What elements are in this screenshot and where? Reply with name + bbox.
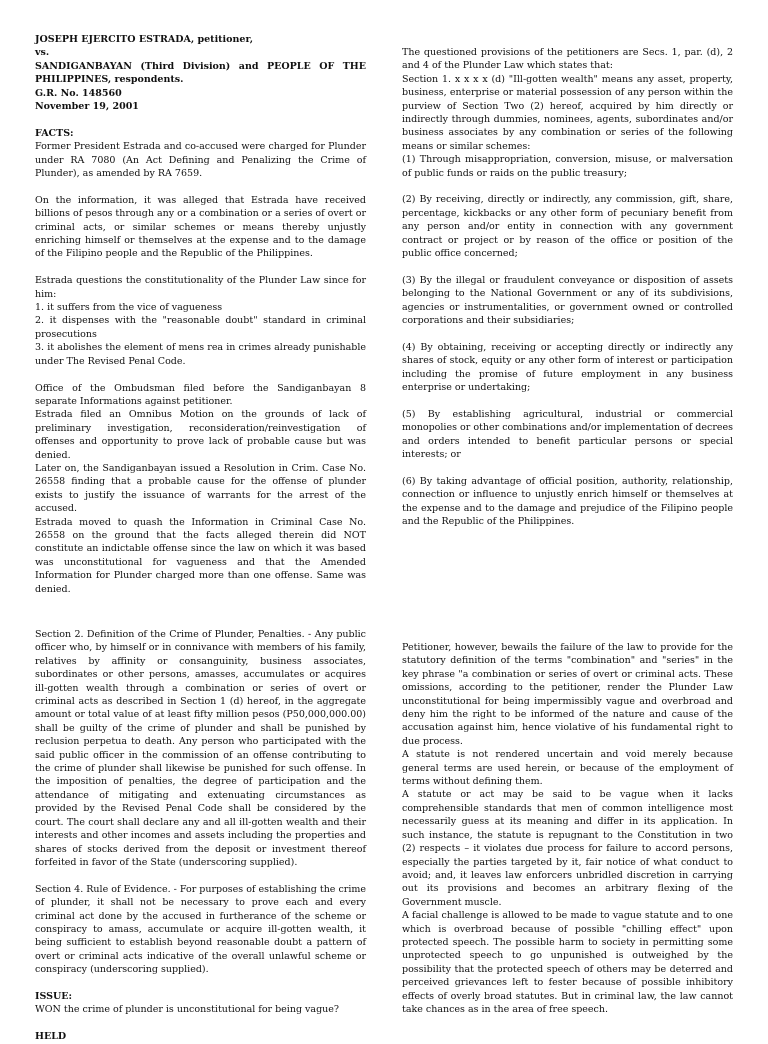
provisions-intro: The questioned provisions of the petitioners are Secs. 1, par. (d), 2 and 4 of the Plunder Law which states that: <box>402 47 733 72</box>
respondents-line: SANDIGANBAYAN (Third Division) and PEOPLE OF THE PHILIPPINES, respondents. <box>35 60 366 86</box>
challenge-item: 1. it suffers from the vice of vagueness <box>35 302 223 314</box>
provisions-column <box>402 46 733 529</box>
discussion-paragraph: Petitioner, however, bewails the failure of the law to provide for the statutory definition of the terms "combination" and "series" in the key phrase "a combination or series of overt or criminal acts. These omissions, according to the petitioner, render the Plunder Law unconstitutional for being impermissibly vague and overbroad and deny him the right to be informed of the nature and cause of the accusation against him, hence violative of his fundamental right to due process. <box>402 642 733 747</box>
sections-column <box>35 628 366 1044</box>
means-item: (6) By taking advantage of official position, authority, relationship, connection or influence to unjustly enrich himself or themselves at the expense and to the damage and prejudice of the Filipino people and the Republic of the Philippines. <box>402 475 733 528</box>
facts-paragraph: Later on, the Sandiganbayan issued a Resolution in Crim. Case No. 26558 finding that a probable cause for the offense of plunder exists to justify the issuance of warrants for the arrest of the accused. <box>35 462 366 515</box>
issue-heading: ISSUE: <box>35 990 72 1002</box>
section-1-text: Section 1. x x x x (d) "Ill-gotten wealth" means any asset, property, business, enterprise or material possession of any person within the purview of Section Two (2) hereof, acquired by him directly or indirectly through dummies, nominees, agents, subordinates and/or business associates by any combination or series of the following means or similar schemes: <box>402 73 733 152</box>
challenge-item: 2. it dispenses with the "reasonable doubt" standard in criminal prosecutions <box>35 315 366 340</box>
means-item: (1) Through misappropriation, conversion, misuse, or malversation of public funds or raids on the public treasury; <box>402 154 733 179</box>
facts-paragraph: On the information, it was alleged that Estrada have received billions of pesos through any or a combination or a series of overt or criminal acts, or similar schemes or means thereby unjustly enriching himself or themselves at the expense and to the damage of the Filipino people and the Republic of the Philippines. <box>35 194 366 260</box>
petitioner-line: JOSEPH EJERCITO ESTRADA, petitioner, <box>35 34 254 45</box>
held-heading: HELD <box>35 1031 67 1043</box>
means-item: (4) By obtaining, receiving or accepting directly or indirectly any shares of stock, equity or any other form of interest or participation including the promise of future employment in any business enterprise or undertaking; <box>402 341 733 394</box>
section-4-text: Section 4. Rule of Evidence. - For purposes of establishing the crime of plunder, it shall not be necessary to prove each and every criminal act done by the accused in furtherance of the scheme or conspiracy to amass, accumulate or acquire ill-gotten wealth, it being sufficient to establish beyond reasonable doubt a pattern of overt or criminal acts indicative of the overall unlawful scheme or conspiracy (underscoring supplied). <box>35 883 366 976</box>
gr-number: G.R. No. 148560 <box>35 87 122 99</box>
discussion-paragraph: A facial challenge is allowed to be made to vague statute and to one which is overbroad because of possible "chilling effect" upon protected speech. The possible harm to society in permitting some unprotected speech to go unpunished is outweighed by the possibility that the protected speech of others may be deterred and perceived grievances left to fester because of possible inhibitory effects of overly broad statutes. But in criminal law, the law cannot take chances as in the area of free speech. <box>402 910 733 1015</box>
discussion-column <box>402 641 733 1016</box>
decision-date: November 19, 2001 <box>35 101 139 113</box>
facts-heading: FACTS: <box>35 127 74 139</box>
facts-paragraph: Estrada filed an Omnibus Motion on the grounds of lack of preliminary investigation, reconsideration/reinvestigation of offenses and opportunity to prove lack of probable cause but was denied. <box>35 409 366 461</box>
case-facts-column <box>35 33 366 596</box>
issue-text: WON the crime of plunder is unconstitutional for being vague? <box>35 1004 340 1016</box>
challenge-item: 3. it abolishes the element of mens rea in crimes already punishable under The Revised Penal Code. <box>35 342 366 367</box>
facts-paragraph: Estrada questions the constitutionality of the Plunder Law since for him: <box>35 275 366 300</box>
section-2-text: Section 2. Definition of the Crime of Plunder, Penalties. - Any public officer who, by himself or in connivance with members of his family, relatives by affinity or consanguinity, business associates, subordinates or other persons, amasses, accumulates or acquires ill-gotten wealth through a combination or series of overt or criminal acts as described in Section 1 (d) hereof, in the aggregate amount or total value of at least fifty million pesos (P50,000,000.00) shall be guilty of the crime of plunder and shall be punished by reclusion perpetua to death. Any person who participated with the said public officer in the commission of an offense contributing to the crime of plunder shall likewise be punished for such offense. In the imposition of penalties, the degree of participation and the attendance of mitigating and extenuating circumstances as provided by the Revised Penal Code shall be considered by the court. The court shall declare any and all ill-gotten wealth and their interests and other incomes and assets including the properties and shares of stocks derived from the deposit or investment thereof forfeited in favor of the State (underscoring supplied). <box>35 629 366 868</box>
discussion-paragraph: A statute is not rendered uncertain and void merely because general terms are used herein, or because of the employment of terms without defining them. <box>402 749 733 788</box>
facts-paragraph: Former President Estrada and co-accused were charged for Plunder under RA 7080 (An Act Defining and Penalizing the Crime of Plunder), as amended by RA 7659. <box>35 141 366 180</box>
facts-paragraph: Estrada moved to quash the Information in Criminal Case No. 26558 on the ground that the facts alleged therein did NOT constitute an indictable offense since the law on which it was based was unconstitutional for vagueness and that the Amended Information for Plunder charged more than one offense. Same was denied. <box>35 516 366 595</box>
means-item: (5) By establishing agricultural, industrial or commercial monopolies or other combinations and/or implementation of decrees and orders intended to benefit particular persons or special interests; or <box>402 408 733 461</box>
facts-paragraph: Office of the Ombudsman filed before the Sandiganbayan 8 separate Informations against petitioner. <box>35 382 366 407</box>
means-item: (2) By receiving, directly or indirectly, any commission, gift, share, percentage, kickbacks or any other form of pecuniary benefit from any person and/or entity in connection with any government contract or project or by reason of the office or position of the public office concerned; <box>402 194 733 260</box>
discussion-paragraph: A statute or act may be said to be vague when it lacks comprehensible standards that men of common intelligence most necessarily guess at its meaning and differ in its application. In such instance, the statute is repugnant to the Constitution in two (2) respects – it violates due process for failure to accord persons, especially the parties targeted by it, fair notice of what conduct to avoid; and, it leaves law enforcers unbridled discretion in carrying out its provisions and becomes an arbitrary flexing of the Government muscle. <box>402 789 733 908</box>
versus-line: vs. <box>35 47 50 59</box>
means-item: (3) By the illegal or fraudulent conveyance or disposition of assets belonging to the National Government or any of its subdivisions, agencies or instrumentalities, or government owned or controlled corporations and their subsidiaries; <box>402 274 733 327</box>
